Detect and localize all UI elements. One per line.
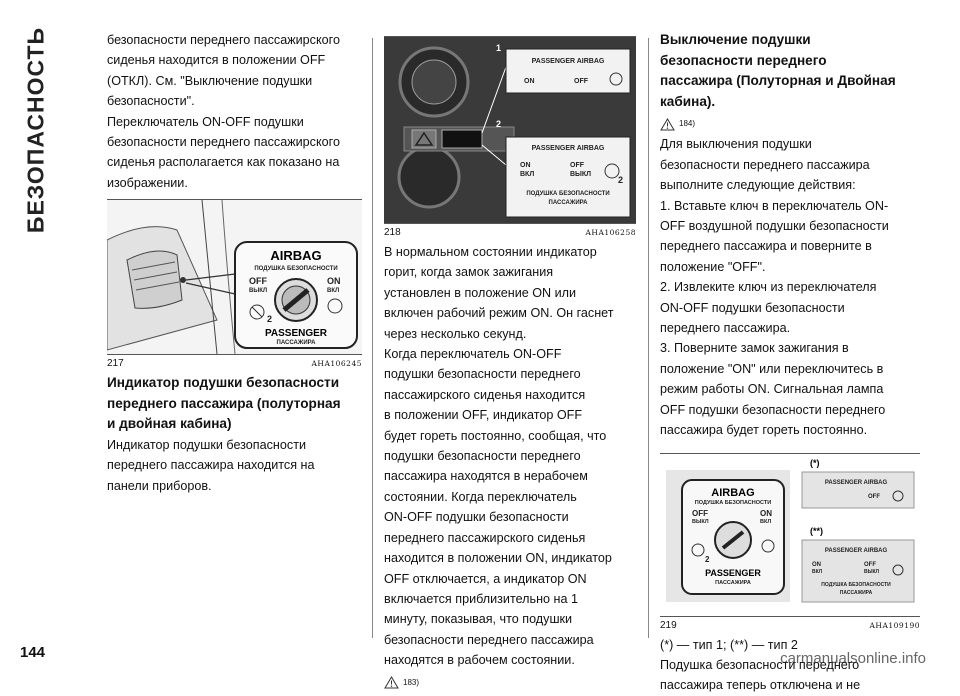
indicator-window [442,130,482,148]
svg-text:ПАССАЖИРА: ПАССАЖИРА [715,579,751,586]
page-number: 144 [20,644,46,661]
callout-2: 2 [496,119,502,129]
column-divider [372,38,373,638]
svg-text:ВКЛ: ВКЛ [327,288,340,295]
svg-text:ПОДУШКА БЕЗОПАСНОСТИ: ПОДУШКА БЕЗОПАСНОСТИ [254,266,338,273]
svg-text:PASSENGER AIRBAG: PASSENGER AIRBAG [531,145,605,152]
airbag-label: AIRBAG [270,248,322,264]
warning-reference: 183) [384,673,636,693]
figure-217-airbag-switch [107,199,362,355]
svg-text:ON: ON [524,78,535,85]
paragraph-indicator-behaviour: В нормальном состоянии индикатор горит, когда замок зажигания установлен в положение ON или включен рабочий режим ON. Он гаснет через несколько секунд. Когда переключатель ON-OFF подушки безопасности переднего пассажирского сиденья находится в положении OFF, индикатор OFF будет гореть постоянно, сообщая, что подушки безопасности переднего пассажира находятся в нерабочем состоянии. Когда переключатель ON-OFF подушки безопасности переднего пассажирского сиденья находится в положении ON, индикатор OFF отключается, а индикатор ON включается приблизительно на 1 минуту, показывая, что подушки безопасности переднего пассажира находятся в рабочем состоянии. [384,245,614,668]
callout-1: 1 [496,43,502,53]
svg-text:2: 2 [267,314,273,325]
svg-text:ВЫКЛ: ВЫКЛ [570,171,592,178]
indicator-panel-illustration [384,37,636,223]
svg-text:OFF: OFF [249,276,267,287]
svg-text:OFF: OFF [574,78,588,85]
svg-text:ПАССАЖИРА: ПАССАЖИРА [839,589,873,596]
svg-text:ON: ON [760,508,772,518]
paragraph-bottom: (*) — тип 1; (**) — тип 2 Подушка безопасности переднего пассажира теперь отключена и не [660,637,861,693]
svg-text:ВКЛ: ВКЛ [760,518,772,525]
svg-text:PASSENGER AIRBAG: PASSENGER AIRBAG [531,58,605,65]
airbag-switch-illustration [107,200,362,354]
side-section-title: БЕЗОПАСНОСТЬ [22,26,49,234]
svg-text:PASSENGER: PASSENGER [705,567,761,578]
svg-text:ВЫКЛ: ВЫКЛ [692,518,709,525]
paragraph-bottom: Индикатор подушки безопасности переднего пассажира находится на панели приборов. [107,437,315,493]
column-1 [107,30,362,496]
type2-mark: (**) [810,525,823,536]
warning-reference: 184) [660,114,920,134]
figure-caption-219: 219 AHA109190 [660,619,920,631]
column-divider [648,38,649,638]
svg-text:OFF: OFF [570,162,584,169]
svg-text:ВЫКЛ: ВЫКЛ [864,568,880,575]
watermark: carmanualsonline.info [780,650,926,667]
svg-text:ВКЛ: ВКЛ [520,171,535,178]
figure-219-switch-types [660,453,920,617]
svg-text:ON: ON [520,162,531,169]
paragraph-top: безопасности переднего пассажирского сиденья находится в положении OFF (ОТКЛ). См. "Выключение подушки безопасности". Переключатель ON-OFF подушки безопасности переднего пассажирского сиденья располагается как показано на изображении. [107,33,340,190]
warning-triangle-icon [660,118,675,131]
figure-caption-218: 218 AHA106258 [384,227,636,238]
svg-text:ON: ON [812,561,821,568]
svg-text:PASSENGER AIRBAG: PASSENGER AIRBAG [824,547,888,554]
svg-text:ПОДУШКА БЕЗОПАСНОСТИ: ПОДУШКА БЕЗОПАСНОСТИ [694,499,772,506]
svg-text:OFF: OFF [868,493,880,500]
section-heading-indicator: Индикатор подушки безопасности переднего пассажира (полуторная и двойная кабина) [107,375,341,432]
paragraph-disable-steps: Для выключения подушки безопасности переднего пассажира выполните следующие действия: 1. Вставьте ключ в переключатель ON- OFF воздушной подушки безопасности переднего пассажира и поверните в положение "OFF". 2. Извлеките ключ из переключателя ON-OFF подушки безопасности переднего пассажира. 3. Поверните замок зажигания в положение "ON" или переключитесь в режим работы ON. Сигнальная лампа OFF подушки безопасности переднего пассажира будет гореть постоянно. [660,137,889,438]
svg-text:ВЫКЛ: ВЫКЛ [249,288,268,295]
svg-text:ВКЛ: ВКЛ [812,568,823,575]
svg-text:PASSENGER AIRBAG: PASSENGER AIRBAG [824,479,888,486]
svg-text:ПАССАЖИРА: ПАССАЖИРА [276,340,316,347]
column-2 [384,30,636,693]
switch-types-illustration [660,454,920,616]
warning-triangle-icon [384,676,399,689]
svg-text:ON: ON [327,276,341,287]
svg-text:ПОДУШКА БЕЗОПАСНОСТИ: ПОДУШКА БЕЗОПАСНОСТИ [526,191,610,197]
figure-caption-217: 217 AHA106245 [107,358,362,370]
svg-text:PASSENGER: PASSENGER [264,328,328,340]
svg-text:ПОДУШКА БЕЗОПАСНОСТИ: ПОДУШКА БЕЗОПАСНОСТИ [821,581,891,588]
column-3 [660,30,920,696]
svg-text:2: 2 [705,554,710,564]
svg-text:OFF: OFF [864,561,876,568]
svg-text:OFF: OFF [692,508,708,518]
type1-mark: (*) [810,457,820,468]
svg-text:ПАССАЖИРА: ПАССАЖИРА [548,200,588,206]
svg-text:2: 2 [618,175,624,185]
section-heading-disable: Выключение подушки безопасности переднего пассажира (Полуторная и Двойная кабина). [660,32,896,109]
figure-218-indicator-panel [384,36,636,224]
svg-text:AIRBAG: AIRBAG [711,486,755,499]
